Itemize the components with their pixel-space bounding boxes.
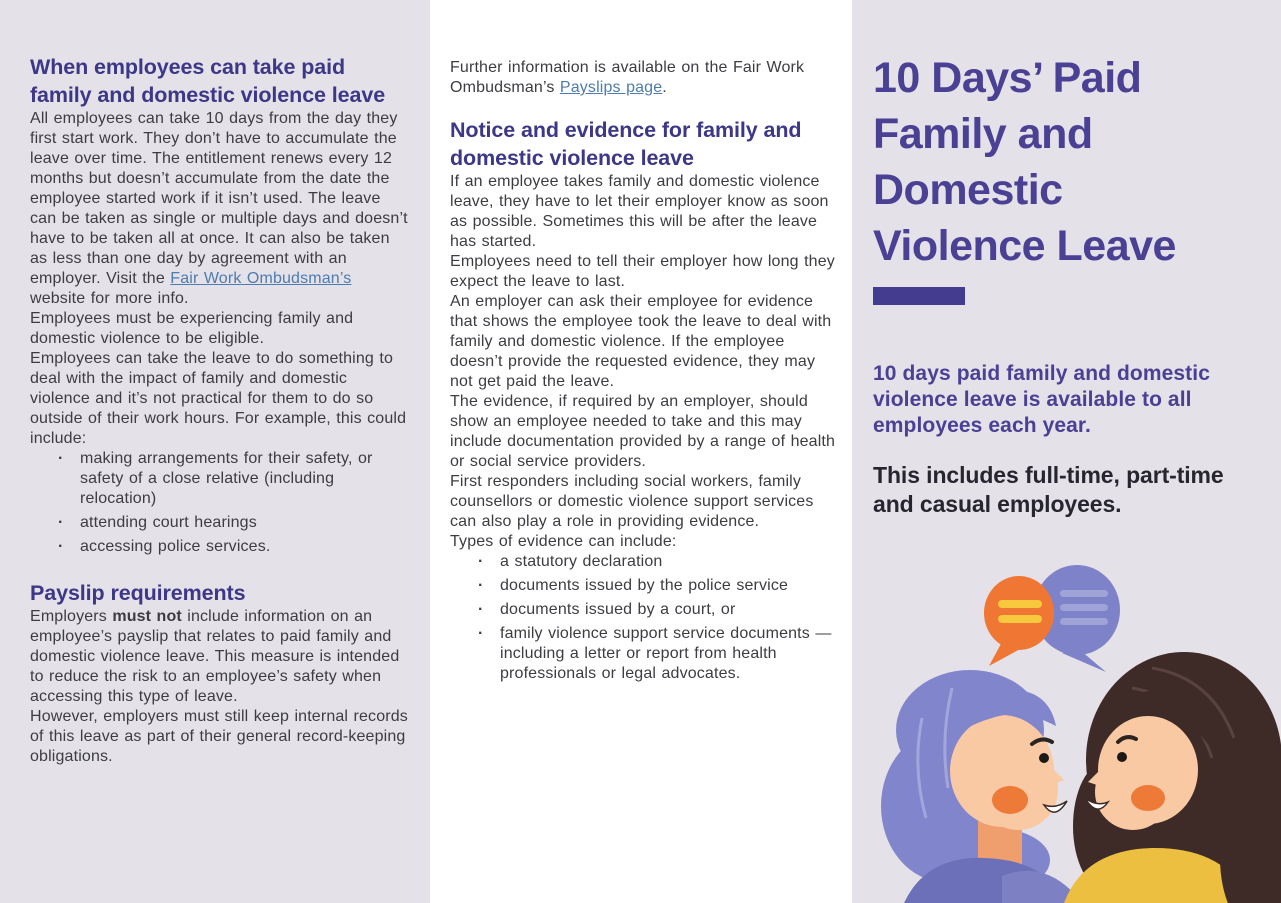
middle-paragraph-1 (450, 58, 836, 98)
woman-purple-hair (881, 670, 1082, 903)
left-bullet-list (30, 449, 412, 557)
list-item: · making arrangements for their safety, or safety of a close relative (including relocation) (58, 449, 412, 509)
left-paragraph-1-tail: website for more info. (30, 290, 189, 307)
middle-paragraph-3: Employees need to tell their employer how long they expect the leave to last. (450, 253, 835, 290)
left-paragraph-4 (30, 607, 412, 707)
left-paragraph-4-tail: include information on an employee’s payslip that relates to paid family and domestic violence leave. This measure is intended to reduce the risk to an employee’s safety when accessing this type of leave. (30, 608, 400, 705)
list-item: · accessing police services. (58, 537, 412, 557)
must-not-emphasis: must not (112, 608, 182, 625)
page-title (873, 50, 1261, 274)
middle-paragraph-7: Types of evidence can include: (450, 533, 677, 550)
left-paragraph-2: Employees must be experiencing family and domestic violence to be eligible. (30, 310, 354, 347)
left-paragraph-5: However, employers must still keep internal records of this leave as part of their general record-keeping obligations. (30, 708, 408, 765)
list-item: · family violence support service documents — including a letter or report from health professionals or legal advocates. (478, 624, 836, 684)
middle-paragraph-4: An employer can ask their employee for evidence that shows the employee took the leave to deal with family and domestic violence. If the employee doesn’t provide the requested evidence, they may not get paid the leave. (450, 293, 832, 390)
list-item: · documents issued by a court, or (478, 600, 836, 620)
left-paragraph-1-text: All employees can take 10 days from the day they first start work. They don’t have to accumulate the leave over time. The entitlement renews every 12 months but doesn’t accumulate from the date the employee started work if it isn’t used. The leave can be taken as single or multiple days and doesn’t have to be taken all at once. It can also be taken as less than one day by agreement with an employer. Visit the (30, 110, 408, 287)
notice-evidence-heading: Notice and evidence for family and domestic violence leave (450, 118, 802, 170)
right-panel (852, 0, 1281, 903)
left-heading: When employees can take paid family and domestic violence leave (30, 55, 386, 107)
list-item: · documents issued by the police service (478, 576, 836, 596)
left-panel (0, 0, 430, 903)
middle-paragraph-1-tail: . (662, 79, 667, 96)
fair-work-ombudsman-link[interactable]: Fair Work Ombudsman’s (170, 270, 352, 287)
middle-paragraph-1-text: Further information is available on the Fair Work Ombudsman’s (450, 59, 805, 96)
middle-panel (430, 0, 852, 903)
conversation-illustration (852, 558, 1281, 903)
left-paragraph-4-pre: Employers (30, 608, 113, 625)
payslips-page-link[interactable]: Payslips page (559, 79, 663, 96)
list-item: · a statutory declaration (478, 552, 836, 572)
payslip-requirements-heading: Payslip requirements (30, 581, 246, 605)
middle-paragraph-2: If an employee takes family and domestic violence leave, they have to let their employer know as soon as possible. Sometimes this will be after the leave has started. (450, 173, 829, 250)
includes-employees-text: This includes full-time, part-time and casual employees. (873, 462, 1224, 517)
list-item: · attending court hearings (58, 513, 412, 533)
evidence-bullet-list (450, 552, 836, 684)
title-line: 10 Days’ Paid (873, 54, 1142, 102)
title-line: Violence Leave (873, 222, 1176, 270)
left-paragraph-1 (30, 109, 412, 309)
speech-bubble-orange-icon (984, 576, 1054, 666)
middle-paragraph-5: The evidence, if required by an employer, should show an employee needed to take and this may include documentation provided by a range of health or social service providers. (450, 393, 836, 470)
title-accent-bar (873, 287, 965, 305)
title-line: Domestic (873, 166, 1063, 214)
middle-paragraph-6: First responders including social workers, family counsellors or domestic violence support services can also play a role in providing evidence. (450, 473, 814, 530)
woman-dark-hair (1064, 652, 1281, 903)
lead-text: 10 days paid family and domestic violence leave is available to all employees each year. (873, 362, 1210, 437)
title-line: Family and (873, 110, 1093, 158)
left-paragraph-3: Employees can take the leave to do something to deal with the impact of family and domestic violence and it’s not practical for them to do so outside of their work hours. For example, this could include: (30, 350, 407, 447)
